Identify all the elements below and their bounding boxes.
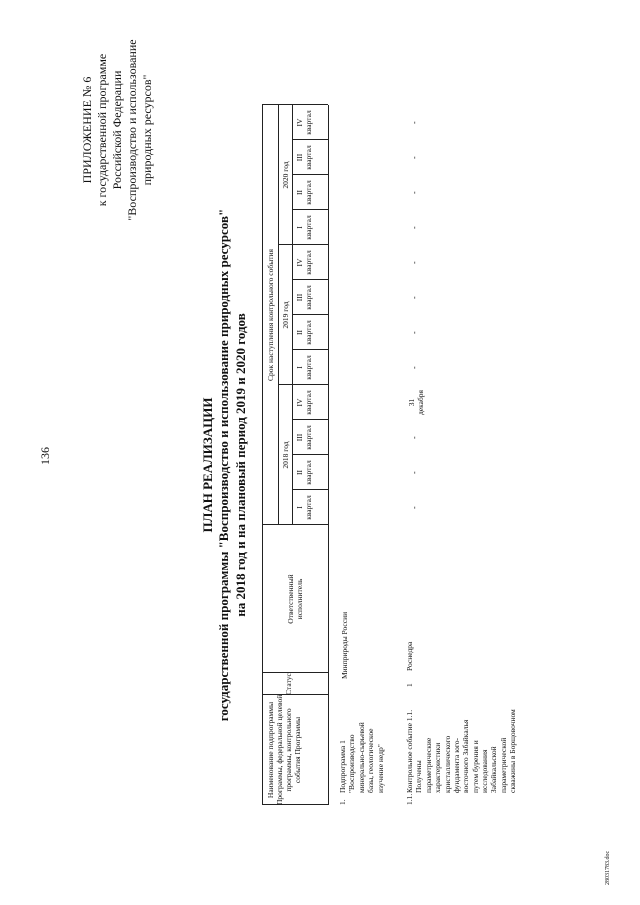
row-status: 1: [405, 683, 414, 687]
row-executor: Минприроды России: [340, 611, 349, 679]
quarter-value: -: [410, 471, 419, 474]
appendix-line: Российской Федерации: [110, 70, 124, 190]
quarter-header: I квартал: [295, 355, 313, 380]
quarter-header: II квартал: [295, 320, 313, 345]
quarter-value: -: [410, 296, 419, 299]
appendix-line: "Воспроизводство и использование: [125, 39, 139, 221]
quarter-header: III квартал: [295, 145, 313, 170]
document-title: [200, 185, 249, 745]
quarter-value: -: [410, 121, 419, 124]
year-label-2019: 2019 год: [281, 301, 290, 329]
quarter-header: III квартал: [295, 425, 313, 450]
appendix-title: ПРИЛОЖЕНИЕ № 6: [80, 76, 94, 184]
quarter-value-date: 31 декабря: [407, 389, 425, 416]
year-label-2018: 2018 год: [281, 441, 290, 469]
appendix-line: природных ресурсов": [140, 74, 154, 186]
quarter-value: -: [410, 191, 419, 194]
quarter-value: -: [410, 331, 419, 334]
quarter-header: IV квартал: [295, 250, 313, 275]
quarter-header: IV квартал: [295, 390, 313, 415]
quarter-value: -: [410, 436, 419, 439]
table-top-border: [262, 105, 263, 805]
quarter-value: -: [410, 156, 419, 159]
row-number: 1.1.: [405, 793, 414, 805]
title-main: ПЛАН РЕАЛИЗАЦИИ: [200, 397, 215, 533]
row-name: Подпрограмма 1 "Воспроизводство минерально-сырьевой базы, геологическое изучение недр": [338, 722, 385, 793]
table-deadline-divider: [278, 105, 279, 525]
header-executor: Ответственный исполнитель: [286, 574, 304, 624]
row-name: Контрольное событие 1.1. Получены параметрические характеристики кристаллического фундамента юго- восточного Забайкалья путем бурения и исследования Забайкальской параметрической скважины в Борщовочном: [405, 709, 518, 793]
footer-file-code: 28031783.doc: [605, 850, 611, 885]
table-header-bottom: [328, 105, 329, 805]
quarter-header: III квартал: [295, 285, 313, 310]
quarter-value: -: [410, 261, 419, 264]
appendix-block: [80, 15, 155, 245]
year-label-2020: 2020 год: [281, 161, 290, 189]
header-name: Наименование подпрограммы Программы, федеральной целевой программы, контрольного события Программы: [266, 694, 302, 805]
quarter-header: I квартал: [295, 495, 313, 520]
title-period: на 2018 год и на плановый период 2019 и 2020 годов: [232, 313, 248, 617]
row-executor: Роснедра: [405, 641, 414, 671]
title-program: государственной программы "Воспроизводство и использование природных ресурсов": [216, 208, 232, 722]
quarter-value: -: [410, 366, 419, 369]
quarter-value: -: [410, 226, 419, 229]
table-year-divider: [292, 105, 293, 525]
quarter-header: I квартал: [295, 215, 313, 240]
quarter-value: -: [410, 506, 419, 509]
page-number: 136: [38, 447, 52, 465]
header-deadline: Срок наступления контрольного события: [266, 249, 275, 381]
appendix-line: к государственной программе: [95, 53, 109, 207]
quarter-header: II квартал: [295, 460, 313, 485]
quarter-header: II квартал: [295, 180, 313, 205]
row-number: 1.: [338, 799, 347, 805]
quarter-header: IV квартал: [295, 110, 313, 135]
header-status: Статус: [284, 673, 293, 695]
